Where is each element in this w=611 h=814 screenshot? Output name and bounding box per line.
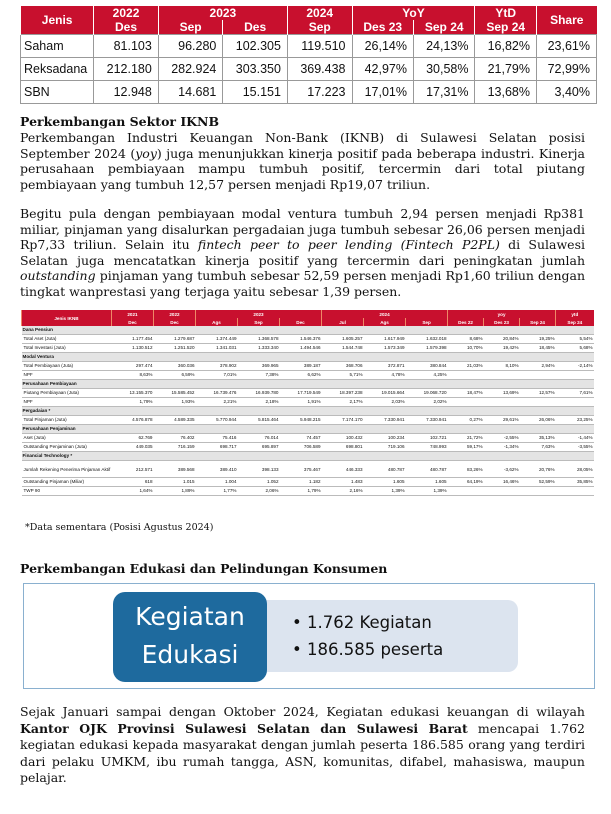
- text-segment: Perkembangan Industri Keuangan Non-Bank (IKNB) di Sulawesi Selatan posisi September 2024 (: [20, 130, 585, 161]
- edukasi-infographic: [23, 583, 595, 689]
- table-cell: 2,03%: [364, 398, 406, 407]
- table-cell: 212.180: [94, 58, 159, 81]
- table-cell: -3,62%: [484, 461, 520, 478]
- big-header-2024: 2024: [322, 310, 448, 318]
- table-cell: 74.457: [280, 434, 322, 443]
- table-cell: 360.036: [154, 362, 196, 371]
- table-row: [22, 461, 594, 478]
- table-cell: 5,54%: [556, 335, 594, 344]
- table-cell: 1.617.949: [364, 335, 406, 344]
- text-segment: ) juga menunjukkan kinerja positif pada beberapa industri. Kinerja perusahaan pembiayaan mampu tumbuh positif, tercermin dari total piutang pembiayaan yang tumbuh 12,57 persen menjadi Rp19,07 triliun.: [20, 145, 585, 192]
- big-header-2021: 2021: [112, 310, 154, 318]
- table-cell: 18,47%: [448, 389, 484, 398]
- big-header-sub-cell: Dec: [112, 318, 154, 326]
- table-cell: 42,97%: [352, 58, 413, 81]
- row-label: Outstanding Pinjaman (Miliar): [22, 478, 112, 487]
- table-cell: 16.739.476: [196, 389, 238, 398]
- header-sub-cell: Sep 24: [475, 20, 537, 35]
- table-cell: 62.769: [112, 434, 154, 443]
- table-cell: 378.902: [196, 362, 238, 371]
- table-cell: 1.483: [322, 478, 364, 487]
- table-cell: 35,85%: [556, 478, 594, 487]
- table-cell: 698.801: [322, 443, 364, 452]
- iknb-paragraph-2: [20, 206, 585, 299]
- header-sub-row: [21, 20, 597, 35]
- table-cell: 18,45%: [520, 344, 556, 353]
- table-cell: 13,69%: [484, 389, 520, 398]
- text-segment: pinjaman yang tumbuh sebesar 52,59 persen menjadi Rp1,60 triliun dengan tingkat wanprestasi yang terjaga yaitu sebesar 1,39 persen.: [20, 268, 585, 299]
- table-cell: 20,76%: [520, 461, 556, 478]
- header-sub-cell: Sep: [158, 20, 223, 35]
- table-cell: 6,62%: [280, 371, 322, 380]
- row-label: Total Aset (Juta): [22, 335, 112, 344]
- table-cell: 398.133: [238, 461, 280, 478]
- table-cell: 748.993: [406, 443, 448, 452]
- table-cell: 5,68%: [556, 344, 594, 353]
- table-row: [22, 416, 594, 425]
- edukasi-label-box: [113, 592, 267, 682]
- text-segment: mencapai 1.762 kegiatan edukasi kepada masyarakat dengan jumlah peserta 186.585 orang yang terdiri dari pelaku UMKM, ibu rumah tangga, ASN, komunitas, difabel, mahasiswa, maupun pelajar.: [20, 720, 585, 785]
- big-header-2023: 2023: [196, 310, 322, 318]
- edukasi-stat-peserta: • 186.585 peserta: [292, 636, 518, 663]
- table-cell: 282.924: [158, 58, 223, 81]
- table-cell: 21,79%: [475, 58, 537, 81]
- table-cell: 1.374.449: [196, 335, 238, 344]
- table-cell: 369.965: [238, 362, 280, 371]
- table-cell: 5,71%: [322, 371, 364, 380]
- big-header-sub-cell: Ags: [364, 318, 406, 326]
- table-cell: 21,03%: [448, 362, 484, 371]
- table-cell: 380.844: [406, 362, 448, 371]
- row-label: Aset (Juta): [22, 434, 112, 443]
- table-cell: 4,78%: [364, 371, 406, 380]
- table-cell: 59,17%: [448, 443, 484, 452]
- table-row: [22, 398, 594, 407]
- table-cell: 28,05%: [556, 461, 594, 478]
- table-cell: 618: [112, 478, 154, 487]
- table-row: [22, 487, 594, 496]
- table-cell: 0,27%: [448, 416, 484, 425]
- table-cell: 716.159: [154, 443, 196, 452]
- table-cell: -1,44%: [556, 434, 594, 443]
- table-cell: 1,39%: [364, 487, 406, 496]
- header-2023: 2023: [158, 6, 287, 20]
- table-cell: 3,40%: [537, 81, 597, 104]
- table-cell: [448, 398, 484, 407]
- table-cell: 23,61%: [537, 35, 597, 58]
- text-italic: yoy: [135, 145, 157, 161]
- row-label: Total Pembiayaan (Juta): [22, 362, 112, 371]
- edukasi-stats: [238, 600, 518, 672]
- table-row: [22, 434, 594, 443]
- text-italic: outstanding: [20, 268, 96, 283]
- row-label: NPF: [22, 371, 112, 380]
- big-header-sub-cell: Sep: [238, 318, 280, 326]
- table-cell: 1,91%: [280, 398, 322, 407]
- table-cell: 7,63%: [520, 443, 556, 452]
- table-cell: 4.589.335: [154, 416, 196, 425]
- table-cell: 4.576.878: [112, 416, 154, 425]
- table-cell: 1,77%: [196, 487, 238, 496]
- capital-market-table-body: [21, 35, 597, 104]
- header-sub-cell: Des: [223, 20, 288, 35]
- table-cell: 2,21%: [196, 398, 238, 407]
- section-row: [22, 425, 594, 434]
- table-cell: 26,14%: [352, 35, 413, 58]
- table-cell: 5.948.215: [280, 416, 322, 425]
- table-cell: 1.004: [196, 478, 238, 487]
- table-cell: 449.035: [112, 443, 154, 452]
- table-row: [22, 362, 594, 371]
- section-row: [22, 407, 594, 416]
- table-cell: 10,70%: [448, 344, 484, 353]
- table-cell: 119.510: [287, 35, 352, 58]
- table-row: [22, 443, 594, 452]
- big-header-2022: 2022: [154, 310, 196, 318]
- table-cell: 24,13%: [413, 35, 474, 58]
- table-cell: 17.223: [287, 81, 352, 104]
- table-cell: 1.177.454: [112, 335, 154, 344]
- table-cell: 19,42%: [484, 344, 520, 353]
- table-cell: 1,79%: [112, 398, 154, 407]
- table-cell: 446.333: [322, 461, 364, 478]
- big-header-sub-cell: Ags: [196, 318, 238, 326]
- table-cell: 1.605: [364, 478, 406, 487]
- table-cell: 7.330.941: [406, 416, 448, 425]
- table-cell: 8,63%: [112, 371, 154, 380]
- table-cell: -2,14%: [556, 362, 594, 371]
- table-cell: [448, 371, 484, 380]
- table-cell: 706.589: [280, 443, 322, 452]
- table-cell: 1.605: [406, 478, 448, 487]
- table-cell: 7.330.941: [364, 416, 406, 425]
- table-cell: 7,38%: [238, 371, 280, 380]
- table-cell: 480.787: [406, 461, 448, 478]
- table-cell: 1.182: [280, 478, 322, 487]
- table-cell: 16,46%: [484, 478, 520, 487]
- section-row: [22, 380, 594, 389]
- edukasi-label-line1: Kegiatan: [135, 602, 245, 631]
- table-cell: 1.279.687: [154, 335, 196, 344]
- row-label: Total Pinjaman (Juta): [22, 416, 112, 425]
- table-cell: 297.474: [112, 362, 154, 371]
- table-cell: 81.103: [94, 35, 159, 58]
- table-cell: 7.174.170: [322, 416, 364, 425]
- table-cell: 2,18%: [238, 398, 280, 407]
- table-cell: 1.579.398: [406, 344, 448, 353]
- table-cell: [556, 398, 594, 407]
- table-cell: 19.015.664: [364, 389, 406, 398]
- section-label: Perusahaan Pembiayaan: [22, 380, 594, 389]
- table-cell: 5.815.464: [238, 416, 280, 425]
- section-label: Modal Ventura: [22, 353, 594, 362]
- table-cell: [484, 371, 520, 380]
- table-cell: 17,31%: [413, 81, 474, 104]
- table-cell: 76.402: [154, 434, 196, 443]
- big-header-sub-cell: Dec: [280, 318, 322, 326]
- big-header-jenis: Jenis IKNB: [22, 310, 112, 326]
- header-sub-cell: Sep: [287, 20, 352, 35]
- table-cell: 2,06%: [238, 487, 280, 496]
- table-cell: 21,72%: [448, 434, 484, 443]
- table-cell: [448, 487, 484, 496]
- table-cell: 72,99%: [537, 58, 597, 81]
- table-cell: 35,13%: [520, 434, 556, 443]
- table-cell: 18.397.238: [322, 389, 364, 398]
- text-segment: Begitu pula dengan pembiayaan modal ventura tumbuh 2,94 persen menjadi Rp381 miliar, pinjaman yang disalurkan pergadaian juga tumbuh sebesar 26,06 persen menjadi Rp7,33 triliun. Selain itu: [20, 206, 585, 252]
- table-cell: 1,89%: [154, 487, 196, 496]
- table-cell: 303.350: [223, 58, 288, 81]
- header-share: Share: [537, 6, 597, 35]
- table-cell: 1.494.546: [280, 344, 322, 353]
- section-row: [22, 353, 594, 362]
- table-cell: 100.432: [322, 434, 364, 443]
- big-header-sub-cell: Jul: [322, 318, 364, 326]
- table-cell: 30,58%: [413, 58, 474, 81]
- table-cell: [484, 487, 520, 496]
- table-cell: 1,93%: [154, 398, 196, 407]
- table-cell: 389.187: [280, 362, 322, 371]
- row-label: NPF: [22, 398, 112, 407]
- iknb-table: [21, 310, 594, 496]
- row-label: Jumlah Rekening Penerima Pinjaman Aktif: [22, 461, 112, 478]
- table-cell: 52,59%: [520, 478, 556, 487]
- big-header-yoy: yoy: [448, 310, 556, 318]
- table-cell: 695.897: [238, 443, 280, 452]
- table-cell: 4,25%: [406, 371, 448, 380]
- row-label: SBN: [21, 81, 94, 104]
- table-cell: -3,55%: [556, 443, 594, 452]
- table-row: [22, 371, 594, 380]
- table-cell: [520, 398, 556, 407]
- iknb-paragraph-1: [20, 130, 585, 192]
- table-note: *Data sementara (Posisi Agustus 2024): [25, 522, 214, 533]
- table-cell: 12,57%: [520, 389, 556, 398]
- table-cell: 212.571: [112, 461, 154, 478]
- big-header-sub-cell: Dec: [154, 318, 196, 326]
- table-cell: 29,61%: [484, 416, 520, 425]
- table-cell: [556, 371, 594, 380]
- big-header-ytd: ytd: [556, 310, 594, 318]
- table-cell: 1,39%: [406, 487, 448, 496]
- big-header-sub-cell: Sep 24: [556, 318, 594, 326]
- table-cell: 1.333.340: [238, 344, 280, 353]
- table-row: [21, 35, 597, 58]
- table-cell: 1.546.376: [280, 335, 322, 344]
- edukasi-paragraph: [20, 704, 585, 787]
- table-cell: 20,84%: [484, 335, 520, 344]
- text-segment: Sejak Januari sampai dengan Oktober 2024, Kegiatan edukasi keuangan di wilayah: [20, 704, 585, 719]
- header-2022: 2022: [94, 6, 159, 20]
- table-cell: 389.568: [154, 461, 196, 478]
- edukasi-label-line2: Edukasi: [141, 640, 239, 669]
- header-2024: 2024: [287, 6, 352, 20]
- table-cell: 369.438: [287, 58, 352, 81]
- table-row: [22, 478, 594, 487]
- row-label: Reksadana: [21, 58, 94, 81]
- table-cell: 64,19%: [448, 478, 484, 487]
- table-cell: 375.467: [280, 461, 322, 478]
- section-row: [22, 326, 594, 335]
- table-cell: 1.341.031: [196, 344, 238, 353]
- table-cell: 16,82%: [475, 35, 537, 58]
- table-cell: 75.416: [196, 434, 238, 443]
- table-cell: 1.632.018: [406, 335, 448, 344]
- table-cell: 7,01%: [196, 371, 238, 380]
- table-cell: 6,59%: [154, 371, 196, 380]
- table-cell: 1.605.257: [322, 335, 364, 344]
- table-row: [22, 335, 594, 344]
- table-row: [21, 81, 597, 104]
- table-cell: 26,06%: [520, 416, 556, 425]
- table-cell: 76.014: [238, 434, 280, 443]
- table-cell: 16.939.780: [238, 389, 280, 398]
- table-cell: 1.015: [154, 478, 196, 487]
- header-jenis: Jenis: [21, 6, 94, 35]
- row-label: Outstanding Penjaminan (Juta): [22, 443, 112, 452]
- table-cell: 2,17%: [322, 398, 364, 407]
- table-cell: 23,25%: [556, 416, 594, 425]
- table-cell: 1.052: [238, 478, 280, 487]
- section-label: Financial Technology *: [22, 452, 594, 461]
- table-cell: 1,64%: [112, 487, 154, 496]
- table-cell: 719.106: [364, 443, 406, 452]
- section-label: Dana Pensiun: [22, 326, 594, 335]
- table-cell: 17,01%: [352, 81, 413, 104]
- edukasi-heading: Perkembangan Edukasi dan Pelindungan Konsumen: [20, 561, 388, 576]
- table-cell: 8,10%: [484, 362, 520, 371]
- table-cell: 15.151: [223, 81, 288, 104]
- big-header-sub-cell: Des 22: [448, 318, 484, 326]
- table-cell: 83,26%: [448, 461, 484, 478]
- table-cell: 2,16%: [322, 487, 364, 496]
- table-cell: 2,02%: [406, 398, 448, 407]
- table-cell: -2,55%: [484, 434, 520, 443]
- table-cell: 15.585.452: [154, 389, 196, 398]
- table-cell: 102.305: [223, 35, 288, 58]
- table-cell: 17.719.549: [280, 389, 322, 398]
- table-cell: 1.368.578: [238, 335, 280, 344]
- row-label: Total Investasi (Juta): [22, 344, 112, 353]
- table-cell: 698.717: [196, 443, 238, 452]
- table-cell: 1.130.512: [112, 344, 154, 353]
- text-bold: Kantor OJK Provinsi Sulawesi Selatan dan Sulawesi Barat: [20, 720, 468, 736]
- section-label: Perusahaan Penjaminan: [22, 425, 594, 434]
- table-cell: 389.410: [196, 461, 238, 478]
- iknb-table-body: [22, 326, 594, 496]
- table-cell: 1,79%: [280, 487, 322, 496]
- section-row: [22, 452, 594, 461]
- table-cell: -1,34%: [484, 443, 520, 452]
- table-row: [21, 58, 597, 81]
- table-row: [22, 344, 594, 353]
- section-label: Pergadaian *: [22, 407, 594, 416]
- header-ytd: YtD: [475, 6, 537, 20]
- table-cell: 5.770.944: [196, 416, 238, 425]
- edukasi-stat-kegiatan: • 1.762 Kegiatan: [292, 609, 518, 636]
- big-header-sub-cell: Sep: [406, 318, 448, 326]
- header-sub-cell: Des: [94, 20, 159, 35]
- table-cell: 7,61%: [556, 389, 594, 398]
- table-cell: [520, 487, 556, 496]
- table-cell: 13.155.370: [112, 389, 154, 398]
- iknb-heading: Perkembangan Sektor IKNB: [20, 114, 220, 129]
- table-cell: 8,68%: [448, 335, 484, 344]
- text-italic: fintech peer to peer lending (Fintech P2PL): [197, 237, 500, 252]
- table-cell: [556, 487, 594, 496]
- header-yoy: YoY: [352, 6, 475, 20]
- table-cell: 372.871: [364, 362, 406, 371]
- header-sub-cell: Des 23: [352, 20, 413, 35]
- table-cell: 96.280: [158, 35, 223, 58]
- table-cell: 480.787: [364, 461, 406, 478]
- table-cell: 1.544.748: [322, 344, 364, 353]
- table-row: [22, 389, 594, 398]
- table-cell: 13,68%: [475, 81, 537, 104]
- row-label: TWP 90: [22, 487, 112, 496]
- table-cell: 1.573.349: [364, 344, 406, 353]
- capital-market-table: [20, 6, 597, 104]
- table-cell: [520, 371, 556, 380]
- row-label: Piutang Pembiayaan (Juta): [22, 389, 112, 398]
- table-cell: 368.706: [322, 362, 364, 371]
- table-cell: 1.251.520: [154, 344, 196, 353]
- table-cell: 100.234: [364, 434, 406, 443]
- row-label: Saham: [21, 35, 94, 58]
- big-header-sub-cell: Des 23: [484, 318, 520, 326]
- table-cell: [484, 398, 520, 407]
- table-cell: 2,94%: [520, 362, 556, 371]
- table-cell: 14.681: [158, 81, 223, 104]
- table-cell: 19.068.720: [406, 389, 448, 398]
- table-cell: 12.948: [94, 81, 159, 104]
- table-cell: 102.721: [406, 434, 448, 443]
- text-segment: di Sulawesi Selatan juga mencatatkan kinerja positif yang tercermin dari peningkatan jumlah: [20, 237, 585, 268]
- table-cell: 19,25%: [520, 335, 556, 344]
- big-header-sub-cell: Sep 24: [520, 318, 556, 326]
- header-sub-cell: Sep 24: [413, 20, 474, 35]
